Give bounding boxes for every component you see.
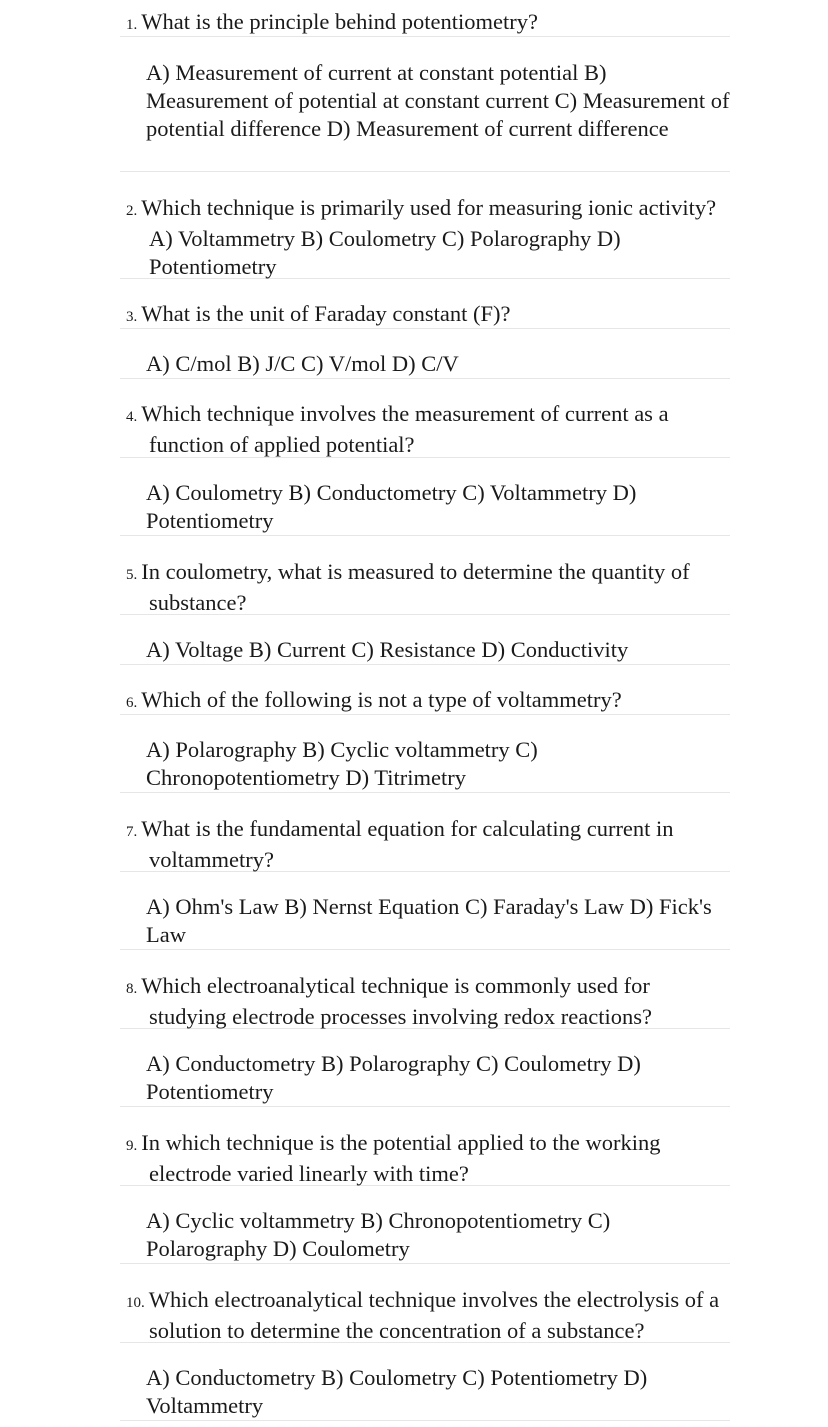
answer-3: A) C/mol B) J/C C) V/mol D) C/V bbox=[120, 350, 730, 379]
question-text: What is the fundamental equation for calculating current in voltammetry? bbox=[141, 816, 674, 872]
question-5 bbox=[120, 558, 730, 615]
question-number: 10. bbox=[126, 1295, 145, 1311]
question-3 bbox=[120, 300, 730, 329]
question-text: What is the unit of Faraday constant (F)? bbox=[141, 301, 511, 326]
question-number: 3. bbox=[126, 309, 138, 325]
question-4 bbox=[120, 400, 730, 458]
question-10 bbox=[120, 1286, 730, 1343]
question-text: Which of the following is not a type of voltammetry? bbox=[141, 687, 622, 712]
answer-4: A) Coulometry B) Conductometry C) Voltammetry D) Potentiometry bbox=[120, 479, 730, 536]
question-2 bbox=[120, 194, 730, 279]
question-text: In coulometry, what is measured to determine the quantity of substance? bbox=[141, 559, 690, 615]
question-text: What is the principle behind potentiometry? bbox=[141, 9, 539, 34]
question-1 bbox=[120, 8, 730, 37]
answer-7: A) Ohm's Law B) Nernst Equation C) Faraday's Law D) Fick's Law bbox=[120, 893, 730, 950]
question-number: 5. bbox=[126, 567, 138, 583]
question-8 bbox=[120, 972, 730, 1029]
question-number: 1. bbox=[126, 17, 138, 33]
question-text: Which technique is primarily used for measuring ionic activity? A) Voltammetry B) Coulometry C) Polarography D) Potentiometry bbox=[141, 195, 717, 279]
question-text: In which technique is the potential applied to the working electrode varied linearly with time? bbox=[141, 1130, 661, 1186]
question-number: 6. bbox=[126, 695, 138, 711]
question-number: 7. bbox=[126, 824, 138, 840]
question-number: 9. bbox=[126, 1138, 138, 1154]
answer-9: A) Cyclic voltammetry B) Chronopotentiometry C) Polarography D) Coulometry bbox=[120, 1207, 730, 1264]
question-text: Which technique involves the measurement of current as a function of applied potential? bbox=[141, 401, 669, 457]
question-7 bbox=[120, 815, 730, 872]
question-6 bbox=[120, 686, 730, 715]
answer-8: A) Conductometry B) Polarography C) Coulometry D) Potentiometry bbox=[120, 1050, 730, 1107]
question-text: Which electroanalytical technique involves the electrolysis of a solution to determine the concentration of a substance? bbox=[148, 1287, 720, 1343]
question-text: Which electroanalytical technique is commonly used for studying electrode processes involving redox reactions? bbox=[141, 973, 652, 1029]
answer-6: A) Polarography B) Cyclic voltammetry C) Chronopotentiometry D) Titrimetry bbox=[120, 736, 730, 793]
question-9 bbox=[120, 1129, 730, 1186]
answer-5: A) Voltage B) Current C) Resistance D) Conductivity bbox=[120, 636, 730, 665]
question-number: 8. bbox=[126, 981, 138, 997]
question-number: 4. bbox=[126, 409, 138, 425]
answer-10: A) Conductometry B) Coulometry C) Potentiometry D) Voltammetry bbox=[120, 1364, 730, 1421]
answer-1: A) Measurement of current at constant potential B) Measurement of potential at constant current C) Measurement of potential difference D) Measurement of current difference bbox=[120, 59, 730, 172]
question-number: 2. bbox=[126, 203, 138, 219]
